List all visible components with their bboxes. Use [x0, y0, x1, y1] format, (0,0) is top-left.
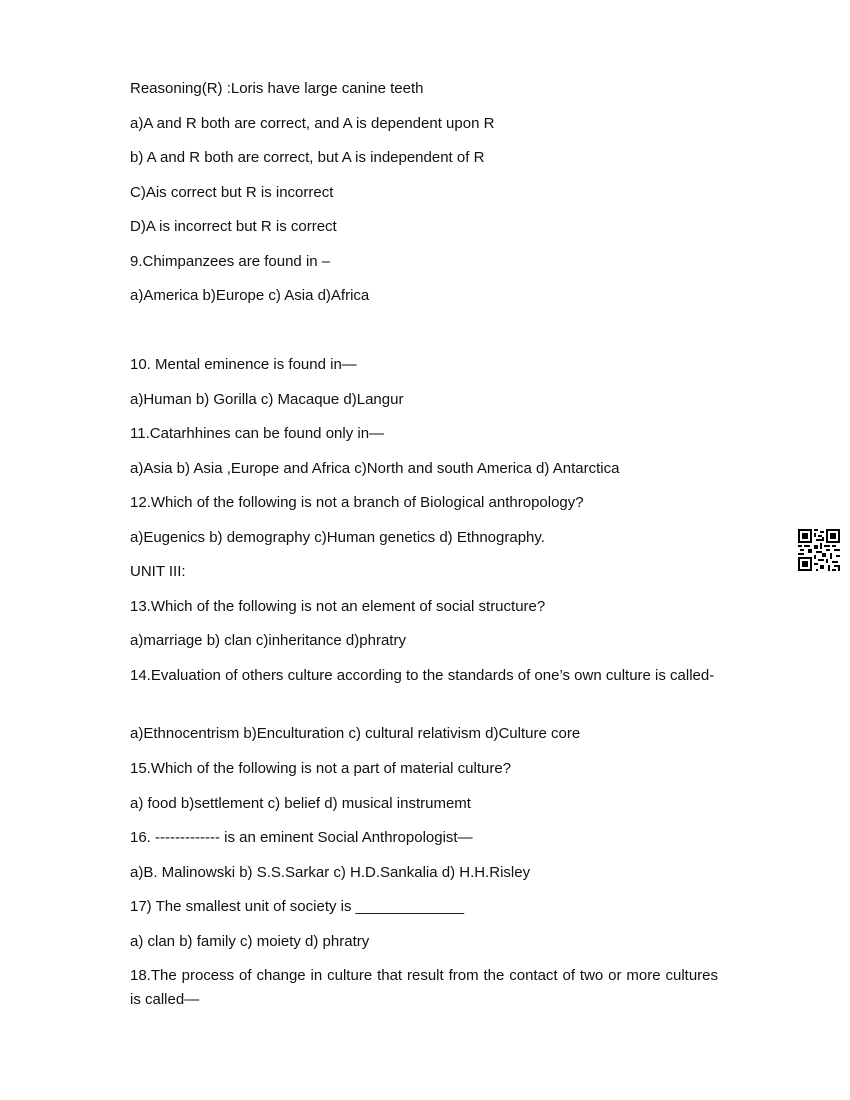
- question-14: 14.Evaluation of others culture according to the standards of one’s own culture is called-: [130, 667, 715, 684]
- reasoning-statement: Reasoning(R) :Loris have large canine teeth: [130, 80, 424, 97]
- question-9-options: a)America b)Europe c) Asia d)Africa: [130, 287, 370, 304]
- question-15: 15.Which of the following is not a part of material culture?: [130, 760, 512, 777]
- reasoning-option-a: a)A and R both are correct, and A is dependent upon R: [130, 115, 495, 132]
- question-15-options: a) food b)settlement c) belief d) musical instrumemt: [130, 795, 471, 812]
- question-13-options: a)marriage b) clan c)inheritance d)phratry: [130, 632, 406, 649]
- question-14-options: a)Ethnocentrism b)Enculturation c) cultural relativism d)Culture core: [130, 725, 581, 742]
- question-10: 10. Mental eminence is found in—: [130, 356, 357, 373]
- reasoning-option-d: D)A is incorrect but R is correct: [130, 218, 337, 235]
- question-17-options: a) clan b) family c) moiety d) phratry: [130, 933, 370, 950]
- question-9: 9.Chimpanzees are found in –: [130, 253, 331, 270]
- question-11: 11.Catarhhines can be found only in—: [130, 425, 385, 442]
- unit-heading: UNIT III:: [130, 563, 186, 580]
- question-10-options: a)Human b) Gorilla c) Macaque d)Langur: [130, 391, 404, 408]
- qr-code-icon[interactable]: [798, 529, 840, 571]
- reasoning-option-b: b) A and R both are correct, but A is independent of R: [130, 149, 485, 166]
- question-13: 13.Which of the following is not an element of social structure?: [130, 598, 546, 615]
- question-16-options: a)B. Malinowski b) S.S.Sarkar c) H.D.Sankalia d) H.H.Risley: [130, 864, 531, 881]
- question-17: 17) The smallest unit of society is _____________: [130, 898, 465, 915]
- question-12: 12.Which of the following is not a branch of Biological anthropology?: [130, 494, 584, 511]
- question-12-options: a)Eugenics b) demography c)Human genetics d) Ethnography.: [130, 529, 545, 546]
- reasoning-option-c: C)Ais correct but R is incorrect: [130, 184, 334, 201]
- question-11-options: a)Asia b) Asia ,Europe and Africa c)North and south America d) Antarctica: [130, 460, 620, 477]
- question-18: 18.The process of change in culture that result from the contact of two or more cultures is called—: [130, 967, 718, 1008]
- question-16: 16. ------------- is an eminent Social Anthropologist—: [130, 829, 473, 846]
